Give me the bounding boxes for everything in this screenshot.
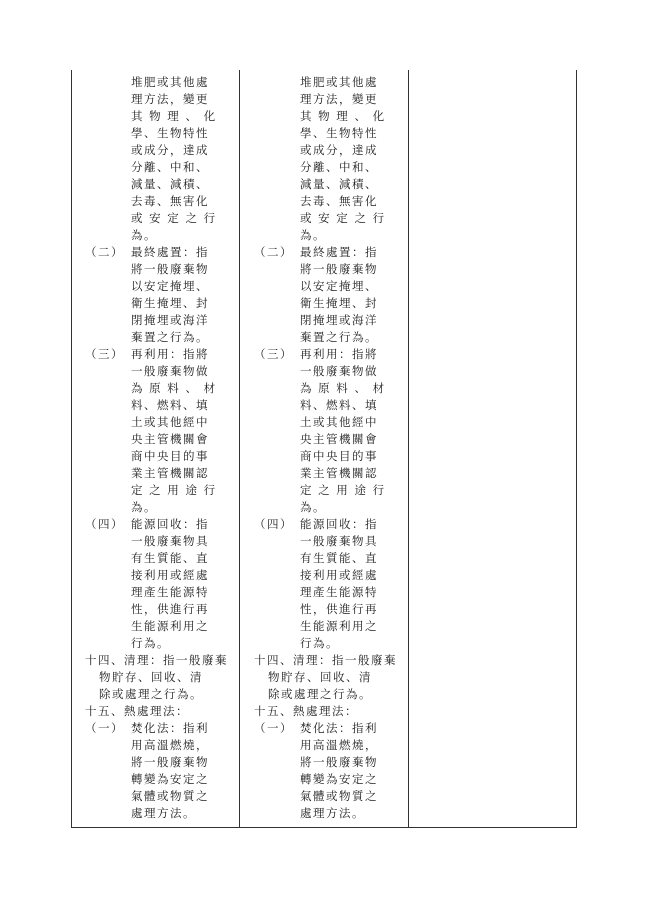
- table-border-left: [71, 70, 72, 828]
- text-line: 去毒、無害化: [131, 194, 209, 208]
- text-line: 堆肥或其他處: [131, 75, 209, 89]
- text-line: 用高溫燃燒，: [300, 738, 378, 752]
- text-line: 十四、清理：指一般廢棄: [254, 653, 397, 667]
- item-number: （一）: [254, 721, 293, 735]
- text-line: 或成分，達成: [131, 143, 209, 157]
- text-line: 理產生能源特: [300, 585, 378, 599]
- text-line: 除或處理之行為。: [268, 687, 372, 701]
- table-border-right: [576, 70, 577, 828]
- text-line: 理產生能源特: [131, 585, 209, 599]
- text-line: 衛生掩埋、封: [300, 296, 378, 310]
- item-number: （二）: [85, 245, 124, 259]
- text-line: 氣體或物質之: [131, 789, 209, 803]
- text-line: 以安定掩埋、: [300, 279, 378, 293]
- text-line: 轉變為安定之: [131, 772, 209, 786]
- text-line: 理方法，變更: [300, 92, 378, 106]
- text-line: 處理方法。: [131, 806, 196, 820]
- text-line: 用高溫燃燒，: [131, 738, 209, 752]
- text-line: 業主管機關認: [131, 466, 209, 480]
- text-line: 十五、熱處理法：: [85, 704, 189, 718]
- text-line: 一般廢棄物具: [300, 534, 378, 548]
- text-line: 將一般廢棄物: [131, 262, 209, 276]
- text-line: 理方法，變更: [131, 92, 209, 106]
- text-line: 再利用：指將: [131, 347, 209, 361]
- text-line: 去毒、無害化: [300, 194, 378, 208]
- text-line: 物貯存、回收、清: [99, 670, 203, 684]
- item-number: （二）: [254, 245, 293, 259]
- item-number: （四）: [254, 517, 293, 531]
- text-line: 物貯存、回收、清: [268, 670, 372, 684]
- text-line: 能源回收：指: [300, 517, 378, 531]
- text-line: 定 之 用 途 行: [300, 483, 386, 497]
- text-line: 央主管機關會: [300, 432, 378, 446]
- text-line: 最終處置：指: [131, 245, 209, 259]
- comparison-table: [71, 70, 577, 828]
- text-line: 有生質能、直: [131, 551, 209, 565]
- text-line: 棄置之行為。: [131, 330, 209, 344]
- text-line: 接利用或經處: [131, 568, 209, 582]
- text-line: 分離、中和、: [300, 160, 378, 174]
- text-line: 定 之 用 途 行: [131, 483, 217, 497]
- item-number: （一）: [85, 721, 124, 735]
- text-line: 分離、中和、: [131, 160, 209, 174]
- text-line: 料、燃料、填: [300, 398, 378, 412]
- text-line: 或成分，達成: [300, 143, 378, 157]
- text-line: 一般廢棄物具: [131, 534, 209, 548]
- text-line: 為。: [300, 228, 326, 242]
- text-line: 焚化法：指利: [131, 721, 209, 735]
- text-line: 業主管機關認: [300, 466, 378, 480]
- text-line: 為。: [300, 500, 326, 514]
- text-line: 十五、熱處理法：: [254, 704, 358, 718]
- text-line: 閉掩埋或海洋: [131, 313, 209, 327]
- text-line: 為 原 料 、 材: [131, 381, 217, 395]
- column-divider-2: [408, 70, 409, 828]
- text-line: 再利用：指將: [300, 347, 378, 361]
- text-line: 衛生掩埋、封: [131, 296, 209, 310]
- text-line: 行為。: [300, 636, 339, 650]
- text-line: 氣體或物質之: [300, 789, 378, 803]
- text-line: 棄置之行為。: [300, 330, 378, 344]
- text-line: 為 原 料 、 材: [300, 381, 386, 395]
- item-number: （三）: [85, 347, 124, 361]
- text-line: 接利用或經處: [300, 568, 378, 582]
- text-line: 將一般廢棄物: [300, 262, 378, 276]
- text-line: 央主管機關會: [131, 432, 209, 446]
- text-line: 一般廢棄物做: [131, 364, 209, 378]
- item-number: （三）: [254, 347, 293, 361]
- item-number: （四）: [85, 517, 124, 531]
- text-line: 除或處理之行為。: [99, 687, 203, 701]
- text-line: 行為。: [131, 636, 170, 650]
- text-line: 處理方法。: [300, 806, 365, 820]
- text-line: 學、生物特性: [131, 126, 209, 140]
- text-line: 將一般廢棄物: [300, 755, 378, 769]
- text-line: 商中央目的事: [300, 449, 378, 463]
- text-line: 將一般廢棄物: [131, 755, 209, 769]
- table-border-bottom: [71, 827, 577, 828]
- text-line: 一般廢棄物做: [300, 364, 378, 378]
- text-line: 其 物 理 、 化: [131, 109, 217, 123]
- text-line: 土或其他經中: [300, 415, 378, 429]
- text-line: 生能源利用之: [131, 619, 209, 633]
- text-line: 性，供進行再: [131, 602, 209, 616]
- text-line: 堆肥或其他處: [300, 75, 378, 89]
- text-line: 減量、減積、: [300, 177, 378, 191]
- text-line: 十四、清理：指一般廢棄: [85, 653, 228, 667]
- text-line: 能源回收：指: [131, 517, 209, 531]
- text-line: 閉掩埋或海洋: [300, 313, 378, 327]
- text-line: 生能源利用之: [300, 619, 378, 633]
- text-line: 減量、減積、: [131, 177, 209, 191]
- text-line: 有生質能、直: [300, 551, 378, 565]
- text-line: 或 安 定 之 行: [131, 211, 217, 225]
- text-line: 最終處置：指: [300, 245, 378, 259]
- text-line: 料、燃料、填: [131, 398, 209, 412]
- column-divider-1: [239, 70, 240, 828]
- text-line: 焚化法：指利: [300, 721, 378, 735]
- text-line: 其 物 理 、 化: [300, 109, 386, 123]
- text-line: 轉變為安定之: [300, 772, 378, 786]
- text-line: 商中央目的事: [131, 449, 209, 463]
- text-line: 性，供進行再: [300, 602, 378, 616]
- text-line: 土或其他經中: [131, 415, 209, 429]
- text-line: 以安定掩埋、: [131, 279, 209, 293]
- text-line: 為。: [131, 500, 157, 514]
- text-line: 學、生物特性: [300, 126, 378, 140]
- text-line: 為。: [131, 228, 157, 242]
- text-line: 或 安 定 之 行: [300, 211, 386, 225]
